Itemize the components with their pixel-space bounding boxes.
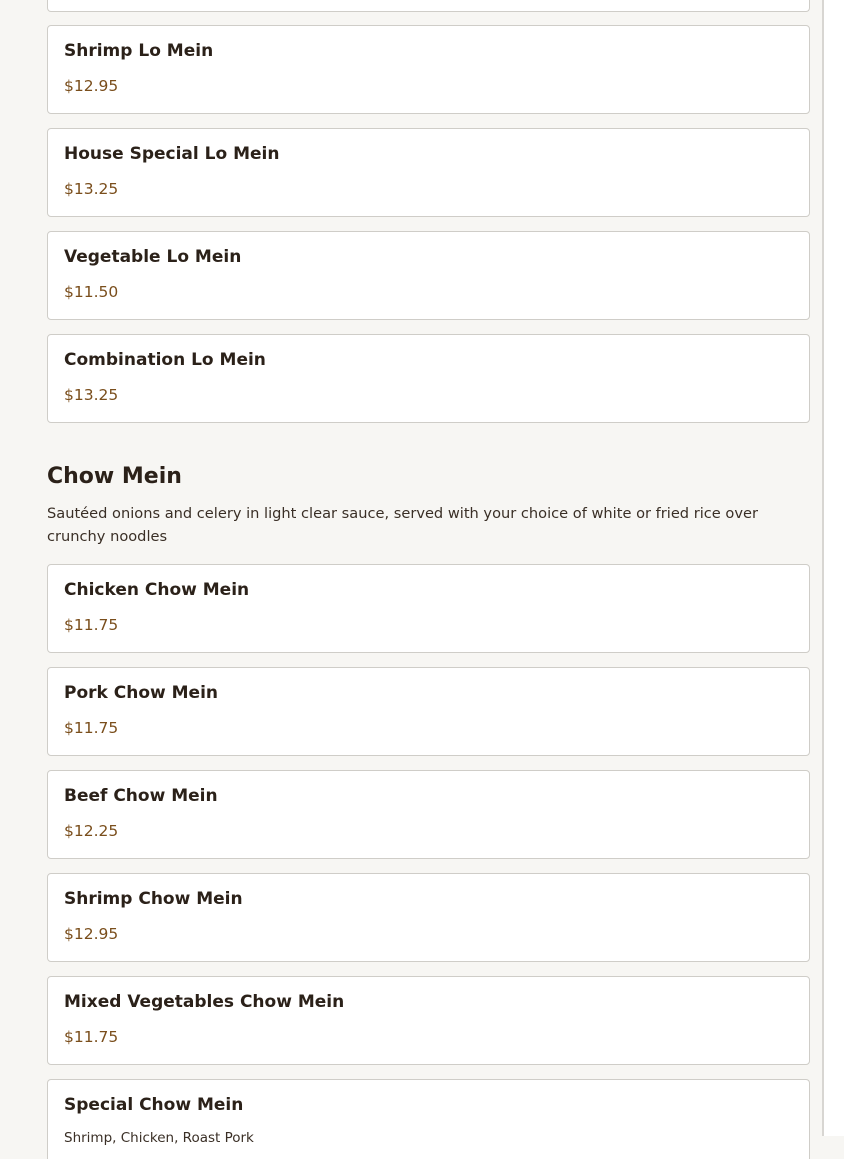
menu-item-name: Vegetable Lo Mein <box>64 247 242 267</box>
menu-item-price: $12.95 <box>64 77 119 95</box>
menu-item-name: House Special Lo Mein <box>64 144 280 164</box>
menu-item-name: Mixed Vegetables Chow Mein <box>64 992 345 1012</box>
menu-item-price: $11.50 <box>64 283 119 301</box>
section-description: Sautéed onions and celery in light clear sauce, served with your choice of white or fried rice over crunchy noodles <box>47 505 758 545</box>
menu-item-price: $13.25 <box>64 386 119 404</box>
menu-item-price: $11.75 <box>64 616 119 634</box>
menu-item-card[interactable] <box>47 128 810 217</box>
menu-item-price: $11.75 <box>64 1028 119 1046</box>
section-title: Chow Mein <box>47 464 182 489</box>
menu-item-name: Shrimp Chow Mein <box>64 889 243 909</box>
menu-item-card[interactable] <box>47 873 810 962</box>
menu-item-name: Pork Chow Mein <box>64 683 219 703</box>
right-gutter <box>824 0 844 1136</box>
menu-item-name: Chicken Chow Mein <box>64 580 250 600</box>
menu-item-card[interactable] <box>47 976 810 1065</box>
menu-item-name: Special Chow Mein <box>64 1095 244 1115</box>
menu-item-card[interactable] <box>47 770 810 859</box>
menu-item-description: Shrimp, Chicken, Roast Pork <box>64 1130 254 1146</box>
menu-item-card[interactable] <box>47 334 810 423</box>
menu-item-name: Beef Chow Mein <box>64 786 218 806</box>
menu-item-card[interactable] <box>47 25 810 114</box>
menu-item-price: $11.75 <box>64 719 119 737</box>
menu-item-name: Combination Lo Mein <box>64 350 266 370</box>
menu-item-name: Shrimp Lo Mein <box>64 41 214 61</box>
menu-item-price: $12.95 <box>64 925 119 943</box>
menu-item-price: $12.25 <box>64 822 119 840</box>
menu-item-card[interactable] <box>47 564 810 653</box>
menu-item-price: $13.25 <box>64 180 119 198</box>
menu-item-card[interactable] <box>47 1079 810 1159</box>
menu-item-card[interactable] <box>47 231 810 320</box>
menu-item-card[interactable] <box>47 0 810 12</box>
menu-item-card[interactable] <box>47 667 810 756</box>
